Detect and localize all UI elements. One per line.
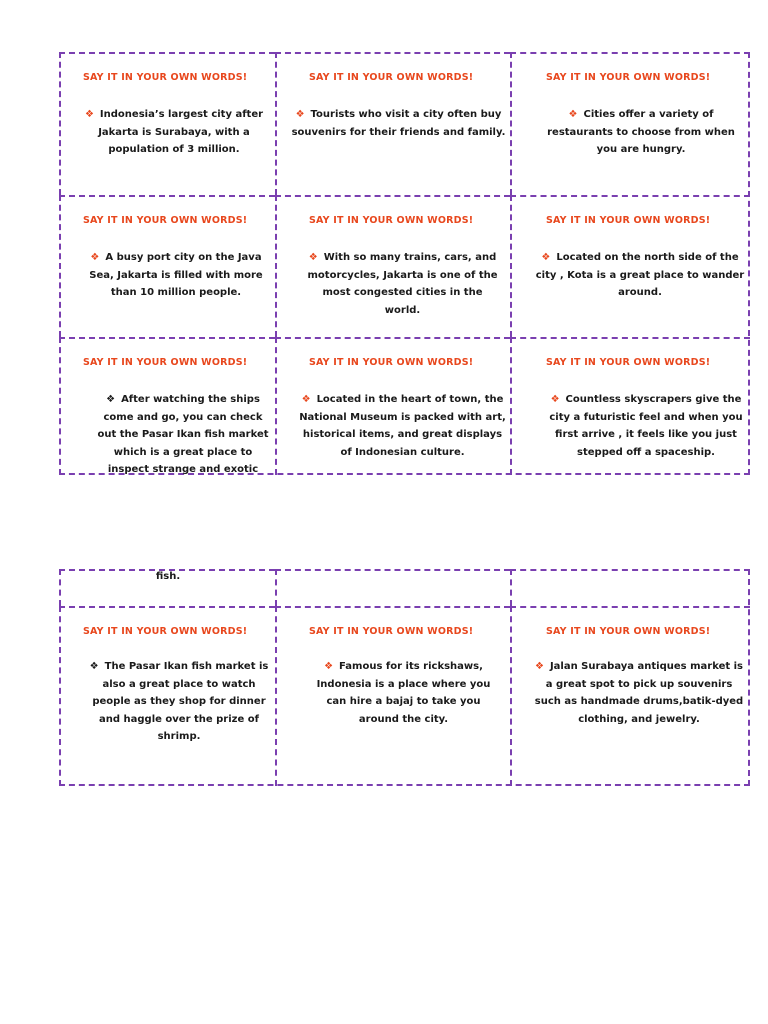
card-heading: SAY IT IN YOUR OWN WORDS! [309,626,474,637]
card-8 [275,337,510,475]
diamond-bullet-icon: ❖ [106,394,116,405]
diamond-bullet-icon: ❖ [324,661,334,672]
card-heading: SAY IT IN YOUR OWN WORDS! [83,215,248,226]
overflow-cell-empty [275,569,510,606]
card-text: Jalan Surabaya antiques market is a great spot to pick up souvenirs such as handmade drums,batik-dyed clothing, and jewelry. [534,661,744,725]
card-4 [59,195,275,337]
card-text: Cities offer a variety of restaurants to choose from when you are hungry. [547,109,735,155]
card-text: A busy port city on the Java Sea, Jakarta is filled with more than 10 million people. [89,252,263,298]
diamond-bullet-icon: ❖ [568,109,578,120]
card-grid-top [59,52,750,475]
card-text: Countless skyscrapers give the city a futuristic feel and when you first arrive , it feels like you just stepped off a spaceship. [549,394,743,458]
diamond-bullet-icon: ❖ [295,109,305,120]
diamond-bullet-icon: ❖ [534,661,544,672]
card-5 [275,195,510,337]
card-10 [59,606,275,786]
card-text: Indonesia’s largest city after Jakarta is Surabaya, with a population of 3 million. [98,109,264,155]
diamond-bullet-icon: ❖ [301,394,311,405]
card-1 [59,52,275,195]
card-text: The Pasar Ikan fish market is also a great place to watch people as they shop for dinner and haggle over the prize of shrimp. [92,661,269,742]
card-heading: SAY IT IN YOUR OWN WORDS! [83,357,248,368]
card-heading: SAY IT IN YOUR OWN WORDS! [83,72,248,83]
card-7 [59,337,275,475]
card-heading: SAY IT IN YOUR OWN WORDS! [309,215,474,226]
card-9 [510,337,750,475]
card-text: Located in the heart of town, the National Museum is packed with art, historical items, and great displays of Indonesian culture. [299,394,506,458]
diamond-bullet-icon: ❖ [308,252,318,263]
card-heading: SAY IT IN YOUR OWN WORDS! [309,357,474,368]
card-text: Tourists who visit a city often buy souvenirs for their friends and family. [291,109,506,138]
card-2 [275,52,510,195]
diamond-bullet-icon: ❖ [84,109,94,120]
card-heading: SAY IT IN YOUR OWN WORDS! [546,626,711,637]
diamond-bullet-icon: ❖ [550,394,560,405]
card-3 [510,52,750,195]
overflow-cell [59,569,275,606]
diamond-bullet-icon: ❖ [89,661,99,672]
card-text: After watching the ships come and go, you can check out the Pasar Ikan fish market which is a great place to inspect strange and exotic [97,394,269,475]
card-6 [510,195,750,337]
card-heading: SAY IT IN YOUR OWN WORDS! [546,72,711,83]
card-12 [510,606,750,786]
card-11 [275,606,510,786]
diamond-bullet-icon: ❖ [90,252,100,263]
overflow-text: fish. [155,571,181,582]
overflow-cell-empty [510,569,750,606]
card-heading: SAY IT IN YOUR OWN WORDS! [83,626,248,637]
card-text: Famous for its rickshaws, Indonesia is a place where you can hire a bajaj to take you around the city. [316,661,491,725]
card-text: Located on the north side of the city , Kota is a great place to wander around. [535,252,745,298]
card-heading: SAY IT IN YOUR OWN WORDS! [546,215,711,226]
card-grid-bottom [59,569,750,786]
card-heading: SAY IT IN YOUR OWN WORDS! [309,72,474,83]
card-text: With so many trains, cars, and motorcycles, Jakarta is one of the most congested cities in the world. [307,252,498,316]
card-heading: SAY IT IN YOUR OWN WORDS! [546,357,711,368]
diamond-bullet-icon: ❖ [541,252,551,263]
